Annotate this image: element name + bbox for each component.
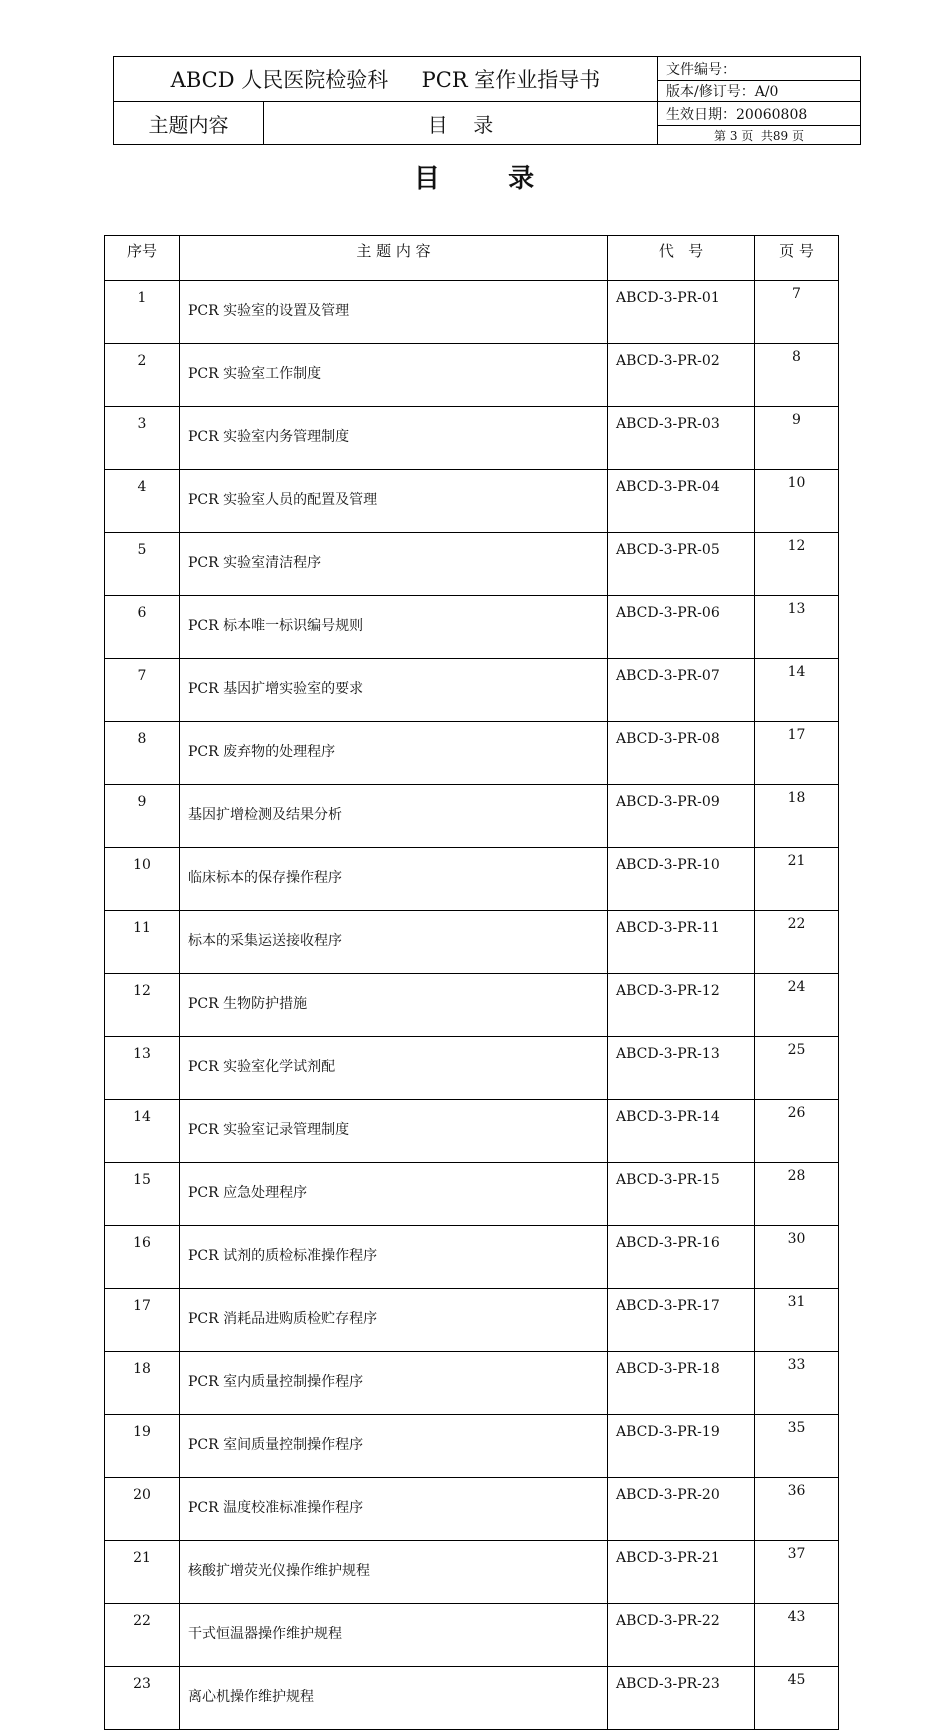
row-title: PCR 应急处理程序 <box>180 1163 608 1226</box>
row-page: 21 <box>755 848 839 911</box>
col-header-page: 页 号 <box>755 236 839 281</box>
row-number: 15 <box>105 1163 180 1226</box>
table-row <box>105 470 839 533</box>
table-row <box>105 533 839 596</box>
page-info: 第 3 页 共89 页 <box>714 128 804 143</box>
row-code: ABCD-3-PR-19 <box>608 1415 755 1478</box>
row-number: 11 <box>105 911 180 974</box>
table-row <box>105 1604 839 1667</box>
row-number: 1 <box>105 281 180 344</box>
row-code: ABCD-3-PR-05 <box>608 533 755 596</box>
row-number: 2 <box>105 344 180 407</box>
row-page: 13 <box>755 596 839 659</box>
subject-label: 主题内容 <box>114 102 264 144</box>
row-number: 12 <box>105 974 180 1037</box>
table-row <box>105 974 839 1037</box>
row-number: 18 <box>105 1352 180 1415</box>
row-number: 22 <box>105 1604 180 1667</box>
row-page: 8 <box>755 344 839 407</box>
row-number: 23 <box>105 1667 180 1730</box>
row-code: ABCD-3-PR-14 <box>608 1100 755 1163</box>
row-title: 基因扩增检测及结果分析 <box>180 785 608 848</box>
table-row <box>105 722 839 785</box>
row-title: PCR 实验室清洁程序 <box>180 533 608 596</box>
row-title: PCR 实验室内务管理制度 <box>180 407 608 470</box>
row-title: PCR 基因扩增实验室的要求 <box>180 659 608 722</box>
col-header-title: 主 题 内 容 <box>180 236 608 281</box>
row-code: ABCD-3-PR-04 <box>608 470 755 533</box>
row-number: 8 <box>105 722 180 785</box>
row-title: 干式恒温器操作维护规程 <box>180 1604 608 1667</box>
toc-table <box>104 235 839 1730</box>
row-number: 10 <box>105 848 180 911</box>
row-title: PCR 标本唯一标识编号规则 <box>180 596 608 659</box>
row-number: 14 <box>105 1100 180 1163</box>
row-page: 14 <box>755 659 839 722</box>
toc-body <box>105 281 839 1730</box>
row-number: 17 <box>105 1289 180 1352</box>
row-title: PCR 实验室的设置及管理 <box>180 281 608 344</box>
row-number: 7 <box>105 659 180 722</box>
row-number: 21 <box>105 1541 180 1604</box>
row-title: PCR 实验室人员的配置及管理 <box>180 470 608 533</box>
doc-number-label: 文件编号： <box>658 57 860 81</box>
row-code: ABCD-3-PR-03 <box>608 407 755 470</box>
document-header <box>113 56 861 145</box>
row-page: 43 <box>755 1604 839 1667</box>
row-title: PCR 室内质量控制操作程序 <box>180 1352 608 1415</box>
row-code: ABCD-3-PR-18 <box>608 1352 755 1415</box>
table-row <box>105 407 839 470</box>
row-title: PCR 室间质量控制操作程序 <box>180 1415 608 1478</box>
row-page: 17 <box>755 722 839 785</box>
row-page: 25 <box>755 1037 839 1100</box>
table-row <box>105 911 839 974</box>
row-page: 31 <box>755 1289 839 1352</box>
row-page: 28 <box>755 1163 839 1226</box>
table-row <box>105 1478 839 1541</box>
row-number: 6 <box>105 596 180 659</box>
table-row <box>105 848 839 911</box>
row-code: ABCD-3-PR-07 <box>608 659 755 722</box>
col-header-code: 代 号 <box>608 236 755 281</box>
row-title: PCR 消耗品进购质检贮存程序 <box>180 1289 608 1352</box>
row-title: PCR 生物防护措施 <box>180 974 608 1037</box>
row-code: ABCD-3-PR-13 <box>608 1037 755 1100</box>
row-code: ABCD-3-PR-10 <box>608 848 755 911</box>
row-page: 7 <box>755 281 839 344</box>
effective-date: 生效日期：20060808 <box>658 102 860 126</box>
row-page: 24 <box>755 974 839 1037</box>
row-title: 离心机操作维护规程 <box>180 1667 608 1730</box>
row-number: 13 <box>105 1037 180 1100</box>
table-row <box>105 1100 839 1163</box>
row-number: 4 <box>105 470 180 533</box>
subject-value: 目 录 <box>264 102 658 144</box>
row-page: 9 <box>755 407 839 470</box>
row-page: 18 <box>755 785 839 848</box>
row-number: 19 <box>105 1415 180 1478</box>
table-row <box>105 1037 839 1100</box>
row-number: 5 <box>105 533 180 596</box>
row-code: ABCD-3-PR-09 <box>608 785 755 848</box>
table-row <box>105 1415 839 1478</box>
row-code: ABCD-3-PR-02 <box>608 344 755 407</box>
table-row <box>105 1352 839 1415</box>
row-page: 37 <box>755 1541 839 1604</box>
row-number: 16 <box>105 1226 180 1289</box>
row-code: ABCD-3-PR-21 <box>608 1541 755 1604</box>
table-row <box>105 785 839 848</box>
row-code: ABCD-3-PR-11 <box>608 911 755 974</box>
row-code: ABCD-3-PR-01 <box>608 281 755 344</box>
table-row <box>105 596 839 659</box>
row-title: PCR 实验室工作制度 <box>180 344 608 407</box>
row-title: PCR 实验室记录管理制度 <box>180 1100 608 1163</box>
row-number: 3 <box>105 407 180 470</box>
row-page: 22 <box>755 911 839 974</box>
table-row <box>105 281 839 344</box>
row-number: 20 <box>105 1478 180 1541</box>
table-row <box>105 659 839 722</box>
row-title: PCR 试剂的质检标准操作程序 <box>180 1226 608 1289</box>
row-title: PCR 实验室化学试剂配 <box>180 1037 608 1100</box>
row-page: 33 <box>755 1352 839 1415</box>
table-row <box>105 1226 839 1289</box>
row-page: 12 <box>755 533 839 596</box>
version-label: 版本/修订号：A/0 <box>658 81 860 102</box>
row-code: ABCD-3-PR-06 <box>608 596 755 659</box>
table-row <box>105 1667 839 1730</box>
row-code: ABCD-3-PR-23 <box>608 1667 755 1730</box>
row-number: 9 <box>105 785 180 848</box>
page-title: 目 录 <box>413 164 537 194</box>
table-row <box>105 1541 839 1604</box>
row-page: 45 <box>755 1667 839 1730</box>
row-title: 标本的采集运送接收程序 <box>180 911 608 974</box>
table-row <box>105 1289 839 1352</box>
table-row <box>105 1163 839 1226</box>
row-page: 26 <box>755 1100 839 1163</box>
row-title: PCR 废弃物的处理程序 <box>180 722 608 785</box>
row-page: 10 <box>755 470 839 533</box>
table-row <box>105 344 839 407</box>
row-code: ABCD-3-PR-08 <box>608 722 755 785</box>
row-code: ABCD-3-PR-17 <box>608 1289 755 1352</box>
row-title: 核酸扩增荧光仪操作维护规程 <box>180 1541 608 1604</box>
header-title: ABCD 人民医院检验科 PCR 室作业指导书 <box>114 57 658 102</box>
row-code: ABCD-3-PR-22 <box>608 1604 755 1667</box>
row-page: 35 <box>755 1415 839 1478</box>
row-page: 36 <box>755 1478 839 1541</box>
row-code: ABCD-3-PR-20 <box>608 1478 755 1541</box>
row-title: PCR 温度校准标准操作程序 <box>180 1478 608 1541</box>
col-header-no: 序号 <box>105 236 180 281</box>
row-code: ABCD-3-PR-12 <box>608 974 755 1037</box>
row-code: ABCD-3-PR-16 <box>608 1226 755 1289</box>
row-code: ABCD-3-PR-15 <box>608 1163 755 1226</box>
toc-header-row <box>105 236 839 281</box>
row-page: 30 <box>755 1226 839 1289</box>
row-title: 临床标本的保存操作程序 <box>180 848 608 911</box>
